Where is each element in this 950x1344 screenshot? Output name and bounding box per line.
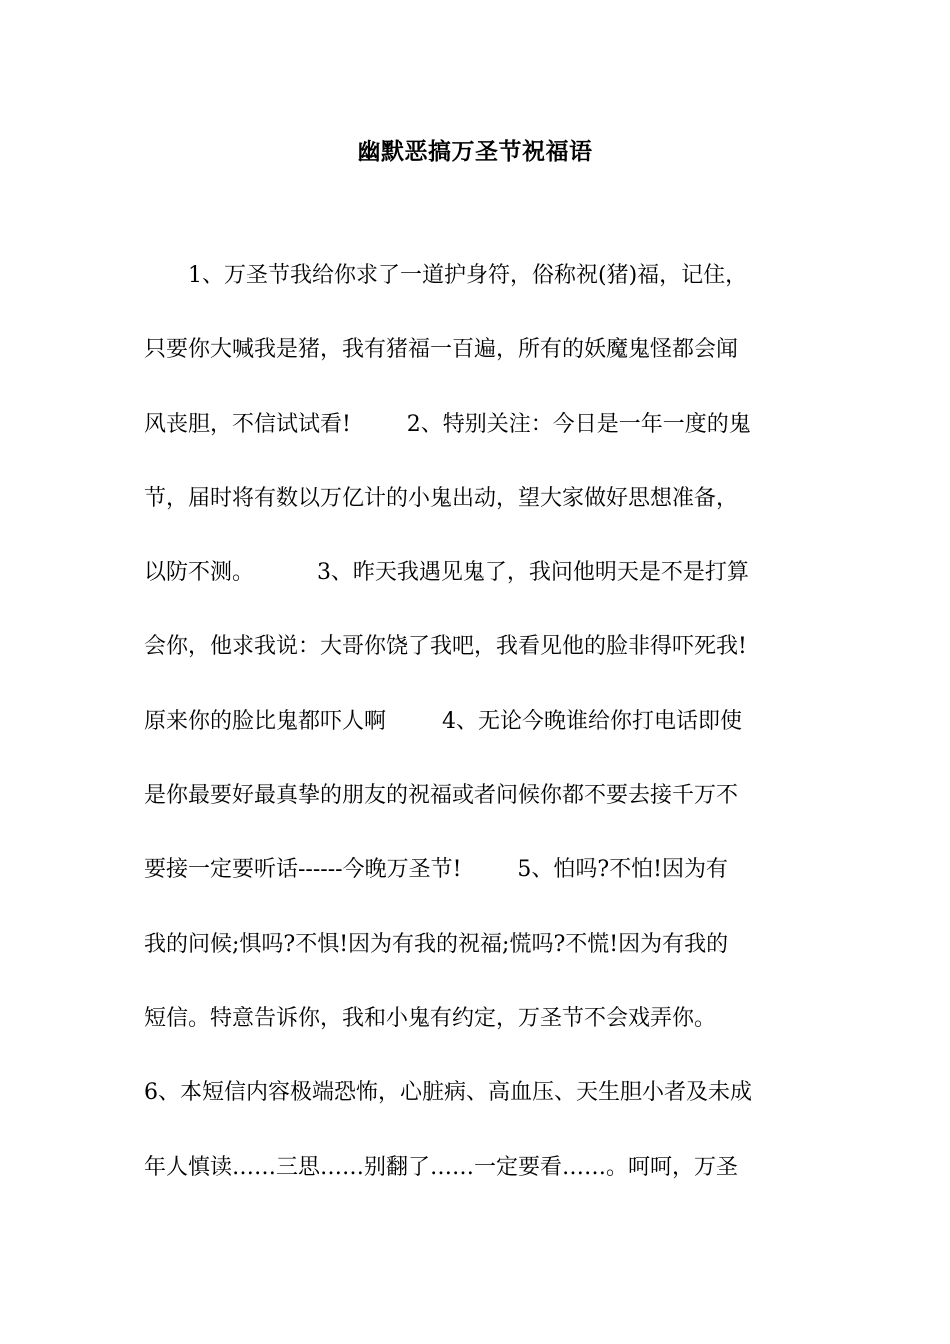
document-title: 幽默恶搞万圣节祝福语 [357,138,593,165]
body-line: 年人慎读……三思……别翻了……一定要看……。呵呵，万圣 [144,1154,739,1180]
document-body [144,256,809,1222]
body-line: 是你最要好最真挚的朋友的祝福或者问候你都不要去接千万不 [144,783,739,809]
body-line: 会你，他求我说：大哥你饶了我吧，我看见他的脸非得吓死我! [144,634,747,660]
body-line: 以防不测。 3、昨天我遇见鬼了，我问他明天是不是打算 [144,560,749,586]
body-line: 节，届时将有数以万亿计的小鬼出动，望大家做好思想准备， [144,485,739,511]
body-line: 要接一定要听话------今晚万圣节! 5、怕吗?不怕!因为有 [144,857,729,883]
body-line: 1、万圣节我给你求了一道护身符，俗称祝(猪)福，记住， [144,263,748,288]
body-line: 风丧胆，不信试试看! 2、特别关注：今日是一年一度的鬼 [144,411,751,437]
body-line: 原来你的脸比鬼都吓人啊 4、无论今晚谁给你打电话即使 [144,708,742,734]
body-line: 6、本短信内容极端恐怖，心脏病、高血压、天生胆小者及未成 [144,1080,752,1106]
body-line: 短信。特意告诉你，我和小鬼有约定，万圣节不会戏弄你。 [144,1005,717,1031]
body-line: 我的问候;惧吗?不惧!因为有我的祝福;慌吗?不慌!因为有我的 [144,931,729,957]
body-line: 只要你大喊我是猪，我有猪福一百遍，所有的妖魔鬼怪都会闻 [144,337,739,363]
